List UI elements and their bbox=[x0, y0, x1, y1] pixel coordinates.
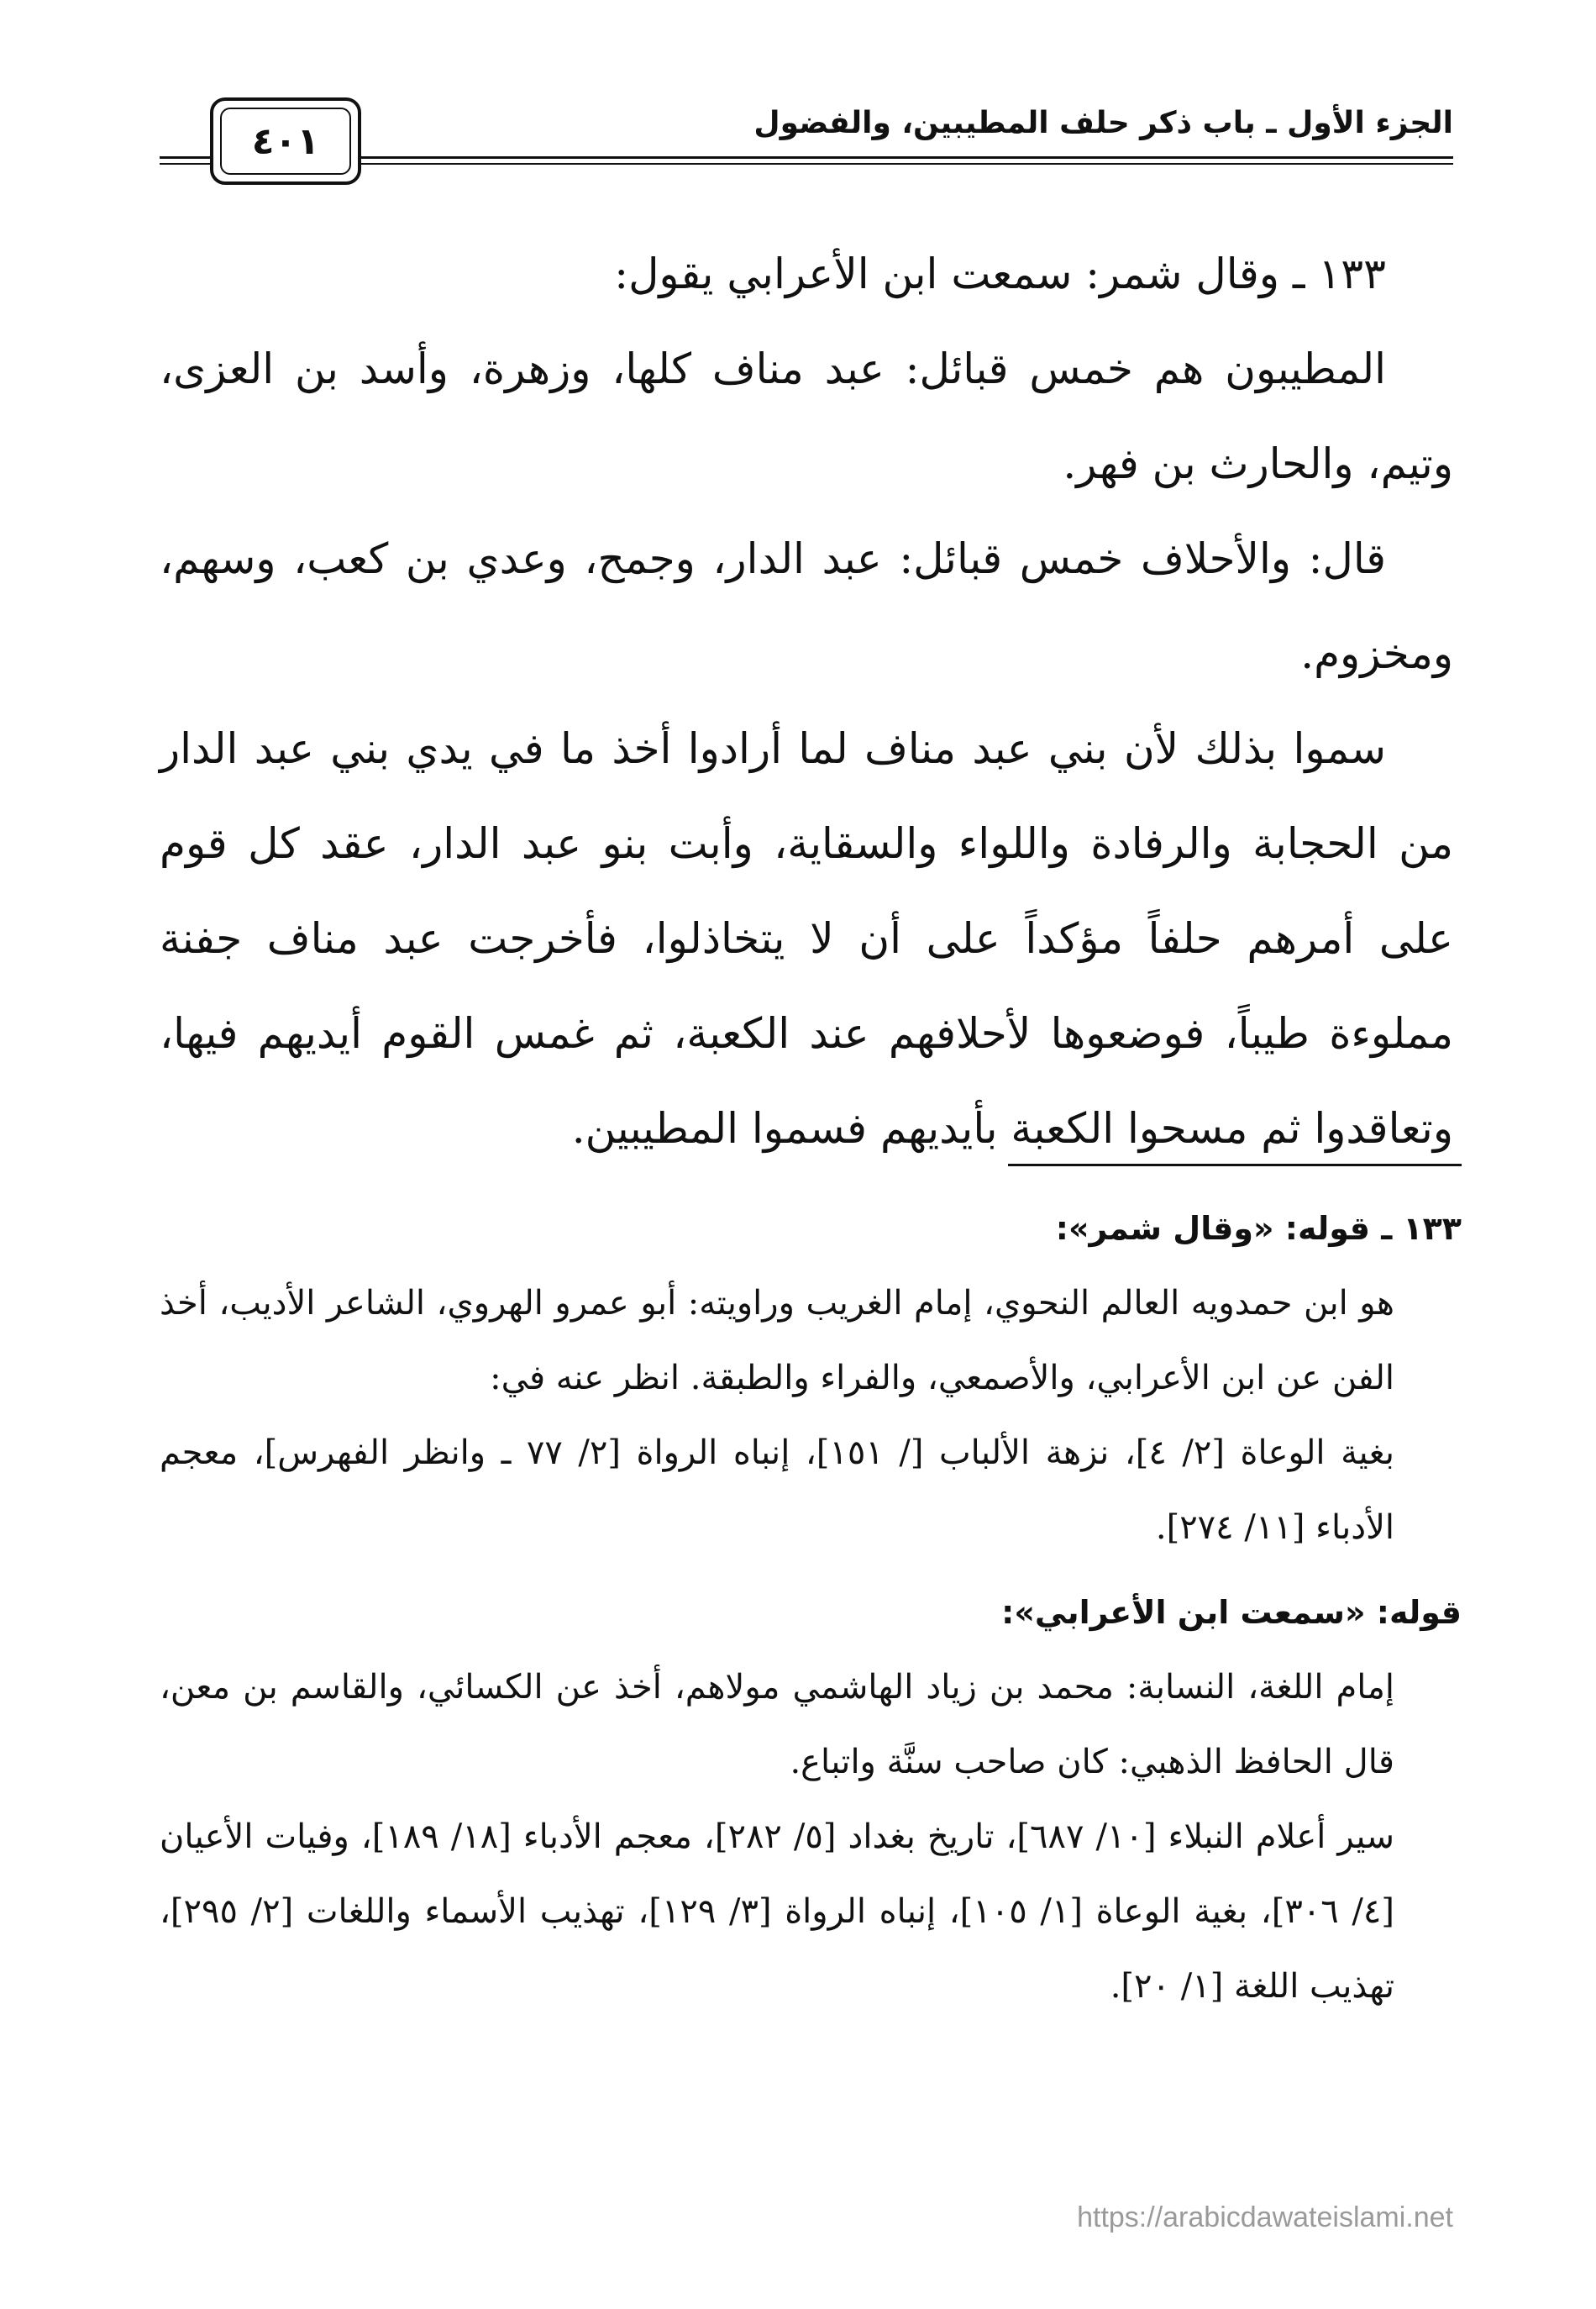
footnote-text: هو ابن حمدويه العالم النحوي، إمام الغريب وراويته: أبو عمرو الهروي، الشاعر الأديب، أخذ الفن عن ابن الأعرابي، والأصمعي، والفراء والطبقة. انظر عنه في: bbox=[160, 1284, 1394, 1397]
footnote-references: بغية الوعاة [٢/ ٤]، نزهة الألباب [/ ١٥١]، إنباه الرواة [٢/ ٧٧ ـ وانظر الفهرس]، معجم الأدباء [١١/ ٢٧٤]. bbox=[160, 1433, 1395, 1547]
footnote-heading: ١٣٣ ـ قوله: «وقال شمر»: bbox=[1055, 1210, 1462, 1247]
paragraph: سموا بذلك لأن بني عبد مناف لما أرادوا أخذ ما في يدي بني عبد الدار من الحجابة والرفادة واللواء والسقاية، وأبت بنو عبد الدار، عقد كل قوم على أمرهم حلفاً مؤكداً على أن لا يتخاذلوا، فأخرجت عبد مناف جفنة مملوءة طيباً، فوضعوها لأحلافهم عند الكعبة، ثم غمس القوم أيديهم فيها، وتعاقدوا ثم مسحوا الكعبة بأيديهم فسموا المطيبين. bbox=[160, 724, 1453, 1153]
footnotes bbox=[160, 1191, 1462, 2024]
footnote-heading: قوله: «سمعت ابن الأعرابي»: bbox=[1001, 1594, 1462, 1631]
footnote-separator bbox=[1008, 1164, 1462, 1166]
paragraph: قال: والأحلاف خمس قبائل: عبد الدار، وجمح، وعدي بن كعب، وسهم، ومخزوم. bbox=[160, 534, 1453, 678]
paragraph: ١٣٣ ـ وقال شمر: سمعت ابن الأعرابي يقول: bbox=[614, 250, 1386, 298]
paragraph: المطيبون هم خمس قبائل: عبد مناف كلها، وزهرة، وأسد بن العزى، وتيم، والحارث بن فهر. bbox=[160, 345, 1453, 488]
source-watermark: https://arabicdawateislami.net bbox=[1077, 2201, 1453, 2233]
footnote-text: إمام اللغة، النسابة: محمد بن زياد الهاشمي مولاهم، أخذ عن الكسائي، والقاسم بن معن، قال الحافظ الذهبي: كان صاحب سنَّة واتباع. bbox=[160, 1668, 1394, 1781]
page-header bbox=[160, 91, 1453, 192]
page-number-frame bbox=[210, 97, 361, 185]
running-title: الجزء الأول ـ باب ذكر حلف المطيبين، والفضول bbox=[753, 106, 1453, 140]
footnote-references: سير أعلام النبلاء [١٠/ ٦٨٧]، تاريخ بغداد [٥/ ٢٨٢]، معجم الأدباء [١٨/ ١٨٩]، وفيات الأعيان [٤/ ٣٠٦]، بغية الوعاة [١/ ١٠٥]، إنباه الرواة [٣/ ١٢٩]، تهذيب الأسماء واللغات [٢/ ٢٩٥]، تهذيب اللغة [١/ ٢٠]. bbox=[160, 1817, 1394, 2006]
main-text bbox=[160, 227, 1453, 1176]
page-number: ٤٠١ bbox=[220, 108, 351, 175]
